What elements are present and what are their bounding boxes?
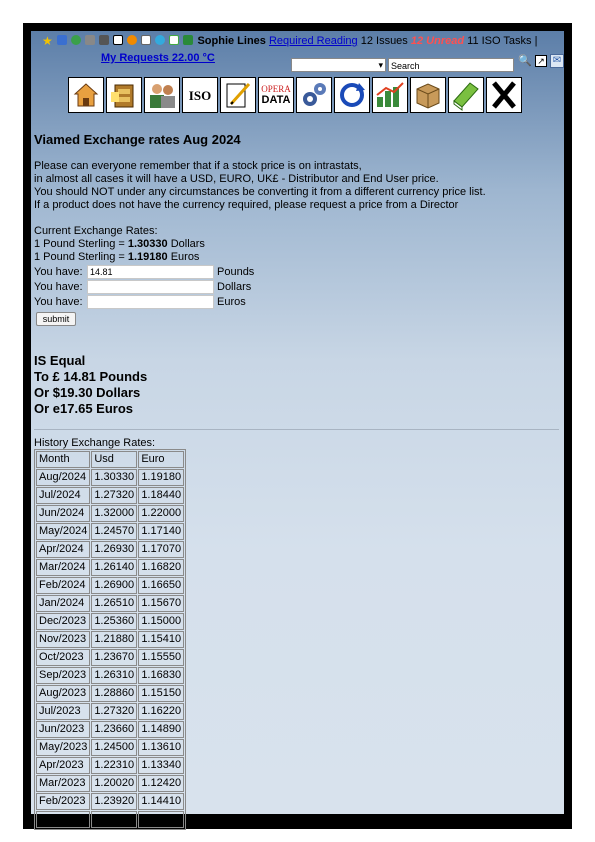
converter-row-euros bbox=[34, 295, 246, 309]
cell-usd: 1.20020 bbox=[91, 775, 137, 792]
notice-line: Please can everyone remember that if a stock price is on intrastats, bbox=[34, 160, 362, 172]
converter-row-pounds bbox=[34, 265, 255, 279]
cell-euro: 1.13610 bbox=[138, 739, 184, 756]
cell-month: Mar/2023 bbox=[36, 775, 90, 792]
notice-line: If a product does not have the currency required, please request a price from a Director bbox=[34, 199, 459, 211]
table-row bbox=[36, 703, 184, 720]
cell-euro: 1.13340 bbox=[138, 757, 184, 774]
dollars-unit: Dollars bbox=[217, 281, 252, 293]
converter-label: You have: bbox=[34, 281, 83, 293]
cell-euro: 1.14890 bbox=[138, 721, 184, 738]
usd-rate bbox=[34, 238, 205, 251]
cell-usd: 1.26930 bbox=[91, 541, 137, 558]
cell-euro: 1.16820 bbox=[138, 559, 184, 576]
history-table bbox=[34, 449, 186, 830]
search-input[interactable]: Search bbox=[388, 58, 514, 72]
result-line: To £ 14.81 Pounds bbox=[34, 369, 148, 384]
cell-euro: 1.16830 bbox=[138, 667, 184, 684]
web-icon[interactable] bbox=[155, 35, 165, 45]
table-row bbox=[36, 649, 184, 666]
cell-euro: 1.16650 bbox=[138, 577, 184, 594]
cell-usd: 1.25360 bbox=[91, 613, 137, 630]
cell-usd: 1.27320 bbox=[91, 487, 137, 504]
cell-month: Jul/2023 bbox=[36, 703, 90, 720]
my-requests-label[interactable]: My Requests bbox=[101, 52, 169, 64]
notice-text bbox=[34, 160, 486, 212]
dice-icon[interactable] bbox=[85, 35, 95, 45]
converter-row-dollars bbox=[34, 280, 252, 294]
cell-month: Aug/2024 bbox=[36, 469, 90, 486]
cell-month: Sep/2023 bbox=[36, 667, 90, 684]
cell-euro: 1.15150 bbox=[138, 685, 184, 702]
required-reading-link[interactable]: Required Reading bbox=[268, 35, 358, 47]
cell-month: Aug/2023 bbox=[36, 685, 90, 702]
users-icon[interactable] bbox=[144, 77, 180, 113]
cell-usd: 1.23660 bbox=[91, 721, 137, 738]
table-row bbox=[36, 667, 184, 684]
my-requests-link[interactable] bbox=[101, 52, 215, 65]
top-bar-line bbox=[42, 35, 537, 48]
eur-rate-value: 1.19180 bbox=[127, 251, 168, 263]
cell-month: Feb/2023 bbox=[36, 793, 90, 810]
euros-unit: Euros bbox=[217, 296, 246, 308]
cell-euro: 1.15410 bbox=[138, 631, 184, 648]
result-line: Or e17.65 Euros bbox=[34, 401, 133, 416]
notice-line: in almost all cases it will have a USD, EURO, UK£ - Distributor and End User price. bbox=[34, 173, 439, 185]
cell-usd: 1.26900 bbox=[91, 577, 137, 594]
table-row bbox=[36, 595, 184, 612]
cell-usd: 1.32000 bbox=[91, 505, 137, 522]
recycle-icon[interactable] bbox=[71, 35, 81, 45]
cell-month: Jan/2023 bbox=[36, 811, 90, 828]
cell-euro: 1.15550 bbox=[138, 649, 184, 666]
package-icon[interactable] bbox=[410, 77, 446, 113]
result-line: Or $19.30 Dollars bbox=[34, 385, 141, 400]
cell-usd: 1.23920 bbox=[91, 793, 137, 810]
table-row bbox=[36, 739, 184, 756]
table-row bbox=[36, 577, 184, 594]
shield-icon[interactable] bbox=[127, 35, 137, 45]
spreadsheet-icon[interactable] bbox=[183, 35, 193, 45]
cell-euro: 1.14410 bbox=[138, 793, 184, 810]
conversion-result bbox=[34, 353, 147, 417]
quick-icons bbox=[42, 35, 197, 47]
cell-euro: 1.17070 bbox=[138, 541, 184, 558]
cell-usd: 1.24570 bbox=[91, 523, 137, 540]
mail-small-icon[interactable] bbox=[141, 35, 151, 45]
table-row bbox=[36, 811, 184, 828]
cell-month: Apr/2023 bbox=[36, 757, 90, 774]
cell-usd: 1.26310 bbox=[91, 667, 137, 684]
cell-euro: 1.16520 bbox=[138, 811, 184, 828]
cell-month: Jan/2024 bbox=[36, 595, 90, 612]
table-row bbox=[36, 505, 184, 522]
globe-icon[interactable] bbox=[57, 35, 67, 45]
cell-usd: 1.23670 bbox=[91, 649, 137, 666]
euros-field[interactable] bbox=[87, 295, 214, 309]
table-row bbox=[36, 631, 184, 648]
notice-line: You should NOT under any circumstances be converting it from a different currency price list. bbox=[34, 186, 486, 198]
submit-button[interactable]: submit bbox=[36, 312, 76, 326]
temperature-readout: 22.00 °C bbox=[171, 52, 215, 64]
cell-usd: 1.27320 bbox=[91, 703, 137, 720]
rates-title: Current Exchange Rates: bbox=[34, 225, 158, 237]
cell-euro: 1.15000 bbox=[138, 613, 184, 630]
iso-tasks-count[interactable]: 11 ISO Tasks | bbox=[467, 35, 538, 47]
eur-rate bbox=[34, 251, 205, 264]
refresh-icon[interactable] bbox=[334, 77, 370, 113]
cell-month: Nov/2023 bbox=[36, 631, 90, 648]
table-row bbox=[36, 613, 184, 630]
table-row bbox=[36, 487, 184, 504]
current-rates bbox=[34, 225, 205, 264]
cell-usd: 1.26510 bbox=[91, 595, 137, 612]
cell-usd: 1.26140 bbox=[91, 559, 137, 576]
opera-label: OPERA bbox=[261, 84, 291, 94]
history-table-body bbox=[36, 469, 184, 828]
cell-euro: 1.12420 bbox=[138, 775, 184, 792]
cell-usd: 1.30330 bbox=[91, 469, 137, 486]
usd-rate-prefix: 1 Pound Sterling = bbox=[34, 238, 128, 250]
star-icon[interactable]: ★ bbox=[42, 34, 53, 48]
table-row bbox=[36, 541, 184, 558]
pounds-field[interactable]: 14.81 bbox=[87, 265, 214, 279]
search-icon[interactable]: 🔍 bbox=[518, 55, 532, 67]
user-name: Sophie Lines bbox=[197, 35, 266, 47]
close-icon[interactable] bbox=[486, 77, 522, 113]
cell-month: May/2024 bbox=[36, 523, 90, 540]
cell-euro: 1.15670 bbox=[138, 595, 184, 612]
archive-icon[interactable] bbox=[106, 77, 142, 113]
column-header-usd: Usd bbox=[91, 451, 137, 468]
page-title: Viamed Exchange rates Aug 2024 bbox=[34, 132, 241, 147]
eur-rate-suffix: Euros bbox=[167, 251, 200, 263]
cell-month: Apr/2024 bbox=[36, 541, 90, 558]
column-header-month: Month bbox=[36, 451, 90, 468]
data-label: DATA bbox=[261, 94, 291, 106]
column-header-euro: Euro bbox=[138, 451, 184, 468]
table-row bbox=[36, 685, 184, 702]
external-link-icon[interactable]: ↗ bbox=[535, 55, 547, 67]
table-header-row bbox=[36, 451, 184, 468]
cell-month: Jun/2024 bbox=[36, 505, 90, 522]
cell-month: Jun/2023 bbox=[36, 721, 90, 738]
cell-usd: 1.24500 bbox=[91, 739, 137, 756]
home-icon[interactable] bbox=[68, 77, 104, 113]
table-row bbox=[36, 523, 184, 540]
cell-usd: 1.22310 bbox=[91, 757, 137, 774]
photo-icon[interactable] bbox=[169, 35, 179, 45]
table-row bbox=[36, 757, 184, 774]
table-row bbox=[36, 469, 184, 486]
edit-document-icon[interactable] bbox=[220, 77, 256, 113]
filter-select[interactable] bbox=[291, 58, 386, 72]
iso-icon-label: ISO bbox=[188, 87, 212, 103]
cell-euro: 1.16220 bbox=[138, 703, 184, 720]
mail-icon[interactable]: ✉ bbox=[550, 54, 564, 68]
table-row bbox=[36, 721, 184, 738]
cell-month: Feb/2024 bbox=[36, 577, 90, 594]
iso-icon[interactable] bbox=[182, 77, 218, 113]
result-line: IS Equal bbox=[34, 353, 86, 368]
cell-euro: 1.18440 bbox=[138, 487, 184, 504]
grid-icon[interactable] bbox=[99, 35, 109, 45]
table-row bbox=[36, 775, 184, 792]
chart-icon[interactable] bbox=[372, 77, 408, 113]
cell-usd: 1.28860 bbox=[91, 685, 137, 702]
page-content bbox=[31, 31, 564, 825]
cell-month: Dec/2023 bbox=[36, 613, 90, 630]
settings-icon[interactable] bbox=[296, 77, 332, 113]
book-icon[interactable] bbox=[448, 77, 484, 113]
cell-euro: 1.17140 bbox=[138, 523, 184, 540]
cell-usd: 1.21880 bbox=[91, 631, 137, 648]
divider bbox=[34, 429, 559, 430]
cell-month: May/2023 bbox=[36, 739, 90, 756]
converter-label: You have: bbox=[34, 266, 83, 278]
dollars-field[interactable] bbox=[87, 280, 214, 294]
converter-label: You have: bbox=[34, 296, 83, 308]
cell-month: Mar/2024 bbox=[36, 559, 90, 576]
cell-euro: 1.22000 bbox=[138, 505, 184, 522]
cell-usd: 1.24060 bbox=[91, 811, 137, 828]
cell-month: Oct/2023 bbox=[36, 649, 90, 666]
opera-data-icon[interactable] bbox=[258, 77, 294, 113]
history-title: History Exchange Rates: bbox=[34, 437, 156, 449]
pounds-unit: Pounds bbox=[217, 266, 255, 278]
usd-rate-value: 1.30330 bbox=[127, 238, 168, 250]
table-row bbox=[36, 559, 184, 576]
eur-rate-prefix: 1 Pound Sterling = bbox=[34, 251, 128, 263]
issues-count[interactable]: 12 Issues bbox=[360, 35, 408, 47]
unread-count[interactable]: 12 Unread bbox=[410, 35, 465, 47]
cell-month: Jul/2024 bbox=[36, 487, 90, 504]
page-icon[interactable] bbox=[113, 35, 123, 45]
usd-rate-suffix: Dollars bbox=[167, 238, 205, 250]
cell-euro: 1.19180 bbox=[138, 469, 184, 486]
table-row bbox=[36, 793, 184, 810]
